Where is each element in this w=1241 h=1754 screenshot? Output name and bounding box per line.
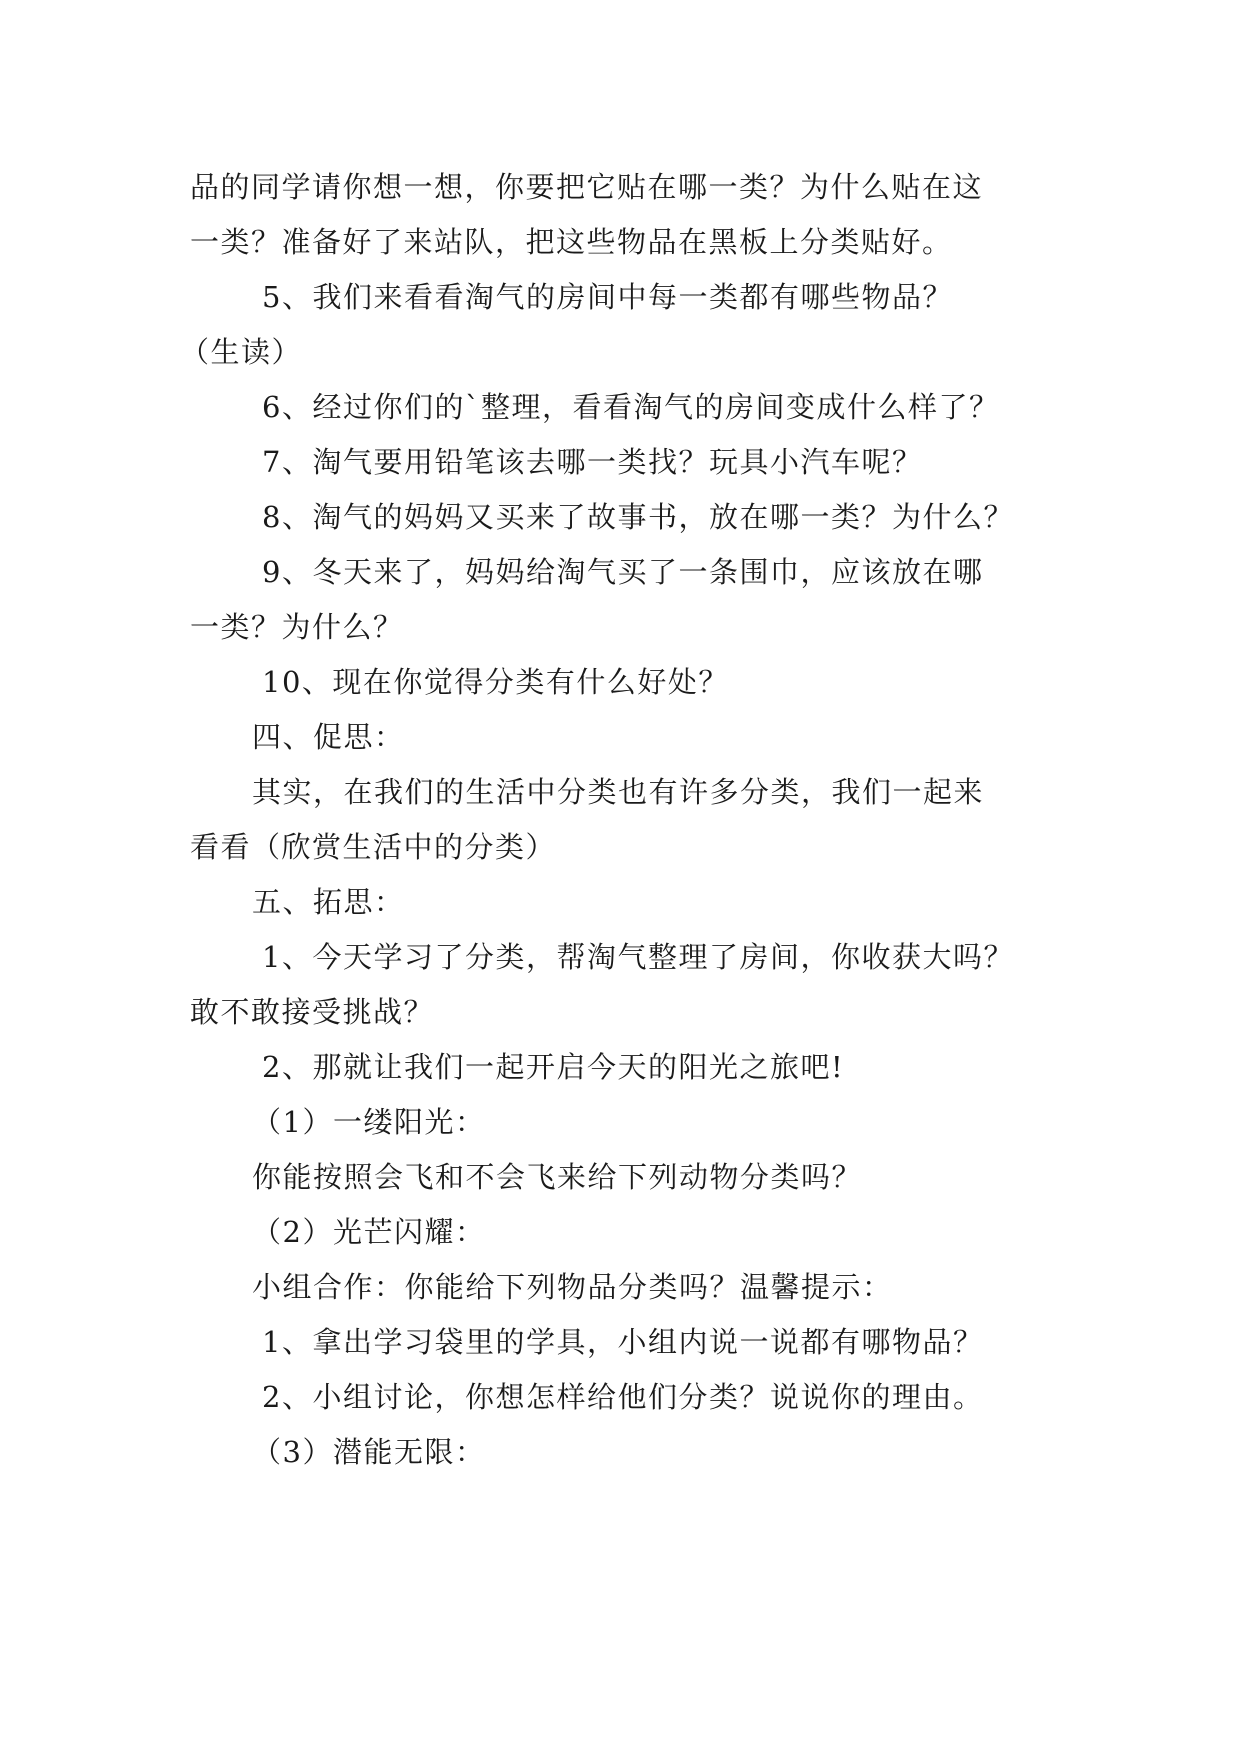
subsection-heading: （2）光芒闪耀： <box>252 1215 486 1249</box>
text-line: 品的同学请你想一想，你要把它贴在哪一类？为什么贴在这 <box>190 170 984 204</box>
text-line: 8、淘气的妈妈又买来了故事书，放在哪一类？为什么？ <box>262 500 1014 534</box>
text-line: （生读） <box>180 335 303 369</box>
text-line: 1、今天学习了分类，帮淘气整理了房间，你收获大吗？ <box>262 940 1014 974</box>
text-line: 9、冬天来了，妈妈给淘气买了一条围巾，应该放在哪 <box>262 555 984 589</box>
subsection-heading: （1）一缕阳光： <box>252 1105 486 1139</box>
text-line: 6、经过你们的`整理，看看淘气的房间变成什么样了？ <box>262 390 1000 424</box>
text-line: 7、淘气要用铅笔该去哪一类找？玩具小汽车呢？ <box>262 445 923 479</box>
section-heading: 五、拓思： <box>252 885 405 919</box>
text-line: 2、那就让我们一起开启今天的阳光之旅吧! <box>262 1050 845 1084</box>
text-line: 5、我们来看看淘气的房间中每一类都有哪些物品？ <box>262 280 953 314</box>
text-line: 你能按照会飞和不会飞来给下列动物分类吗？ <box>252 1160 863 1194</box>
text-line: 一类？为什么？ <box>190 610 404 644</box>
text-line: 一类？准备好了来站队，把这些物品在黑板上分类贴好。 <box>190 225 953 259</box>
text-line: 敢不敢接受挑战？ <box>190 995 435 1029</box>
subsection-heading: （3）潜能无限： <box>252 1435 486 1469</box>
text-line: 小组合作：你能给下列物品分类吗？温馨提示： <box>252 1270 893 1304</box>
text-line: 其实，在我们的生活中分类也有许多分类，我们一起来 <box>252 775 985 809</box>
text-line: 1、拿出学习袋里的学具，小组内说一说都有哪物品？ <box>262 1325 984 1359</box>
text-line: 2、小组讨论，你想怎样给他们分类？说说你的理由。 <box>262 1380 984 1414</box>
text-line: 10、现在你觉得分类有什么好处？ <box>262 665 729 699</box>
section-heading: 四、促思： <box>252 720 405 754</box>
text-line: 看看（欣赏生活中的分类） <box>190 830 557 864</box>
